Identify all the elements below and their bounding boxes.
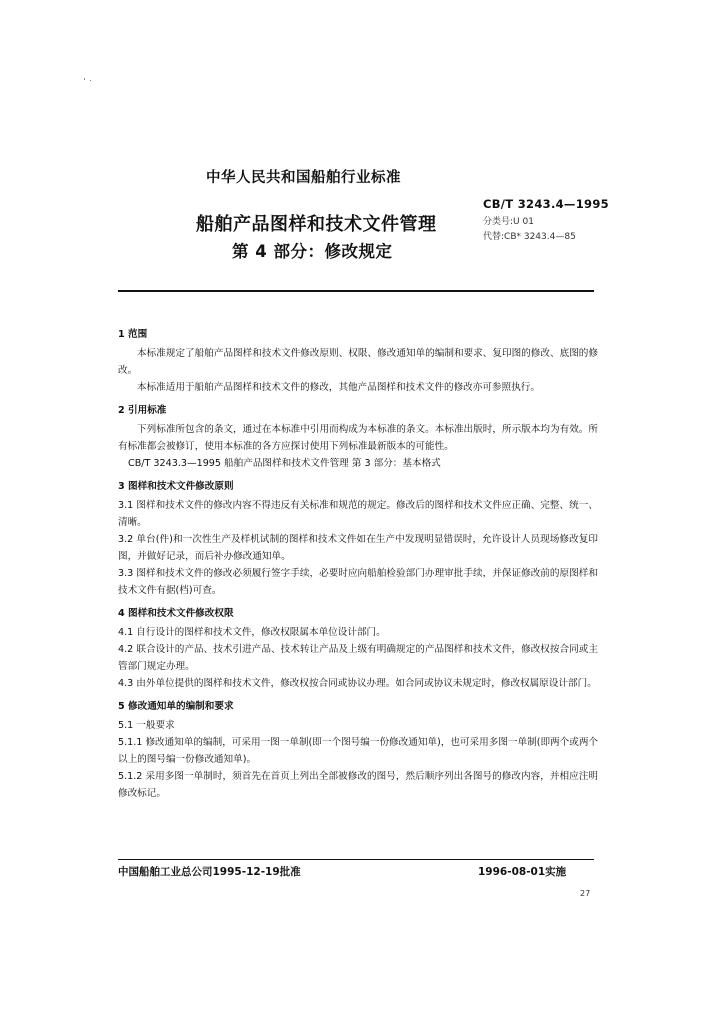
document-title: 船舶产品图样和技术文件管理 [196, 214, 437, 235]
clause: 3.3 图样和技术文件的修改必须履行签字手续，必要时应向船舶检验部门办理审批手续，并保证修改前的原图样和技术文件有据(档)可查。 [118, 568, 598, 596]
section-heading: 5 修改通知单的编制和要求 [118, 701, 234, 712]
section-heading: 4 图样和技术文件修改权限 [118, 608, 234, 619]
scan-speck [90, 80, 91, 81]
clause: 3.1 图样和技术文件的修改内容不得违反有关标准和规范的规定。修改后的图样和技术文件应正确、完整、统一、清晰。 [118, 500, 598, 528]
clause: 4.1 自行设计的图样和技术文件，修改权限属本单位设计部门。 [118, 627, 386, 638]
clause: 4.3 由外单位提供的图样和技术文件，修改权按合同或协议办理。如合同或协议未规定时，修改权属原设计部门。 [118, 678, 597, 689]
paragraph: 本标准适用于船舶产品图样和技术文件的修改，其他产品图样和技术文件的修改亦可参照执行。 [137, 382, 540, 393]
clause: 3.2 单台(件)和一次性生产及样机试制的图样和技术文件如在生产中发现明显错误时，允许设计人员现场修改复印图，并做好记录，而后补办修改通知单。 [118, 534, 598, 562]
paragraph: 下列标准所包含的条文，通过在本标准中引用而构成为本标准的条文。本标准出版时，所示版本均为有效。所有标准都会被修订，使用本标准的各方应探讨使用下列标准最新版本的可能性。 [118, 424, 598, 452]
clause: 4.2 联合设计的产品、技术引进产品、技术转让产品及上级有明确规定的产品图样和技术文件，修改权按合同或主管部门规定办理。 [118, 644, 598, 672]
paragraph: 本标准规定了船舶产品图样和技术文件修改原则、权限、修改通知单的编制和要求、复印图的修改、底图的修改。 [118, 348, 598, 376]
page-number: 27 [580, 889, 591, 898]
footer-divider [118, 859, 594, 860]
section-heading: 2 引用标准 [118, 405, 167, 416]
clause: 5.1 一般要求 [118, 720, 175, 731]
referenced-standard: CB/T 3243.3—1995 船舶产品图样和技术文件管理 第 3 部分：基本格式 [128, 458, 441, 469]
document-subtitle: 第 4 部分：修改规定 [232, 242, 393, 261]
header-divider [118, 290, 594, 292]
clause: 5.1.2 采用多图一单制时，须首先在首页上列出全部被修改的图号，然后顺序列出各图号的修改内容，并相应注明修改标记。 [118, 771, 598, 799]
replaces-standard: 代替:CB* 3243.4—85 [483, 232, 576, 242]
section-heading: 1 范围 [118, 329, 148, 340]
standard-code: CB/T 3243.4—1995 [483, 197, 609, 211]
implementation-date: 1996-08-01实施 [478, 866, 567, 878]
section-heading: 3 图样和技术文件修改原则 [118, 481, 234, 492]
approval-line: 中国船舶工业总公司1995-12-19批准 [118, 866, 301, 878]
document-body [118, 326, 598, 802]
scan-speck [84, 78, 85, 80]
clause: 5.1.1 修改通知单的编制，可采用一图一单制(即一个图号编一份修改通知单)，也可采用多图一单制(即两个或两个以上的图号编一份修改通知单)。 [118, 737, 598, 765]
industry-standard-heading: 中华人民共和国船舶行业标准 [206, 170, 401, 186]
classification-number: 分类号:U 01 [483, 217, 534, 227]
